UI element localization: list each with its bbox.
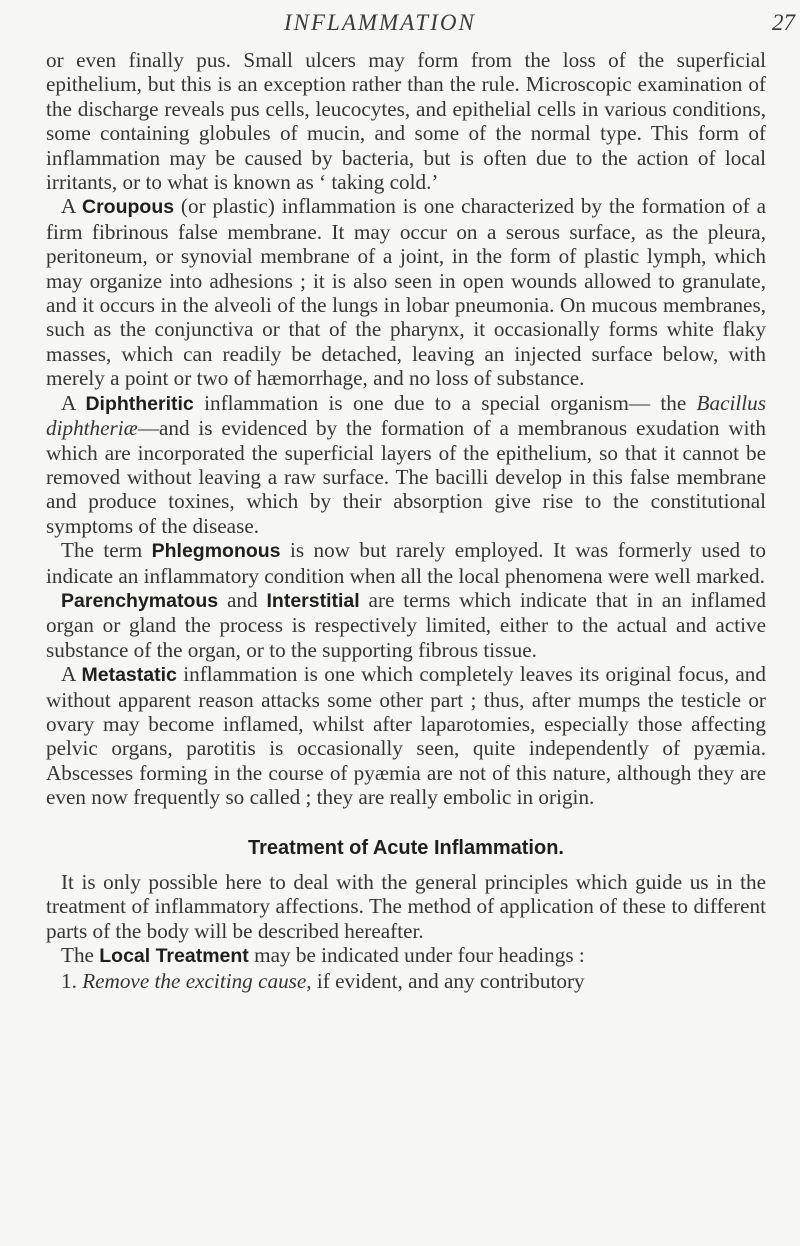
text-run: —and is evidenced by the formation of a membranous exudation with which are incorporated the superficial layers of the epithelium, so that it cannot be removed without leaving a raw surface. The bacilli develop in this false membrane and produce toxines, which by their absorption give rise to the constitutional symptoms of the disease. <box>46 416 766 538</box>
term-metastatic: Metastatic <box>81 664 177 687</box>
paragraph-croupous <box>46 194 766 390</box>
text-run: if evident, and any contributory <box>311 968 585 993</box>
text-run: A <box>61 662 82 687</box>
paragraph-phlegmonous <box>46 538 766 588</box>
paragraph-discharge: or even finally pus. Small ulcers may form from the loss of the superficial epithelium, but this is an exception rather than the rule. Microscopic examination of the discharge reveals pus cells, leucocytes, and epithelial cells in various conditions, some containing globules of mucin, and some of the normal type. This form of inflammation may be caused by bacteria, but is often due to the action of local irritants, or to what is known as ‘ taking cold.’ <box>46 48 766 195</box>
term-interstitial: Interstitial <box>266 589 360 612</box>
bacillus-name: Bacillus diphtheriæ <box>46 390 766 441</box>
text-run: inflammation is one which completely leaves its original focus, and without apparent reason attacks some other part ; thus, after mumps the testicle or ovary may become inflamed, whilst after laparotomies, especially those affecting pelvic organs, parotitis is occasionally seen, quite independently of pyæmia. Abscesses forming in the course of pyæmia are not of this nature, although they are even now frequently so called ; they are really embolic in origin. <box>46 662 766 810</box>
text-run: The <box>61 943 100 968</box>
text-run: are terms which indicate that in an inflamed organ or gland the process is respectively limited, either to the actual and active substance of the organ, or to the supporting fibrous tissue. <box>46 587 767 662</box>
term-croupous: Croupous <box>82 196 175 219</box>
text-run: may be indicated under four headings : <box>248 943 585 968</box>
item-number: 1. <box>61 968 83 993</box>
section-heading: Treatment of Acute Inflammation. <box>248 836 564 859</box>
term-phlegmonous: Phlegmonous <box>151 540 281 563</box>
text-run: A <box>61 194 82 219</box>
running-title: INFLAMMATION <box>284 10 476 35</box>
paragraph-item-1 <box>46 969 766 993</box>
text-run: and <box>218 587 267 612</box>
term-diphtheritic: Diphtheritic <box>85 392 194 415</box>
paragraph-parenchymatous <box>46 588 766 662</box>
paragraph-treatment-intro: It is only possible here to deal with the general principles which guide us in the treatment of inflammatory affections. The method of application of these to different parts of the body will be described hereafter. <box>46 870 766 943</box>
item-heading: Remove the exciting cause, <box>82 968 312 993</box>
text-run: is now but rarely employed. It was formerly used to indicate an inflammatory condition when all the local phenomena were well marked. <box>46 538 766 588</box>
paragraph-local-treatment <box>46 943 766 968</box>
term-local-treatment: Local Treatment <box>99 945 249 968</box>
paragraph-metastatic <box>46 662 766 809</box>
text-run: inflammation is one due to a special organism— the <box>193 390 697 415</box>
paragraph-diphtheritic <box>46 391 766 538</box>
term-parenchymatous: Parenchymatous <box>61 589 219 612</box>
page-number: 27 <box>772 10 795 35</box>
body-text <box>46 48 766 993</box>
text-run: The term <box>61 538 152 563</box>
running-head <box>0 10 800 44</box>
text-run: (or plastic) inflammation is one characterized by the formation of a firm fibrinous false membrane. It may occur on a serous surface, as the pleura, peritoneum, or synovial membrane of a joint, in the form of plastic lymph, which may organize into adhesions ; it is also seen in open wounds allowed to granulate, and it occurs in the alveoli of the lungs in lobar pneumonia. On mucous membranes, such as the conjunctiva or that of the pharynx, it occasionally forms white flaky masses, which can readily be detached, leaving an injected surface below, with merely a point or two of hæmorrhage, and no loss of substance. <box>46 194 766 391</box>
text-run: A <box>61 390 86 415</box>
